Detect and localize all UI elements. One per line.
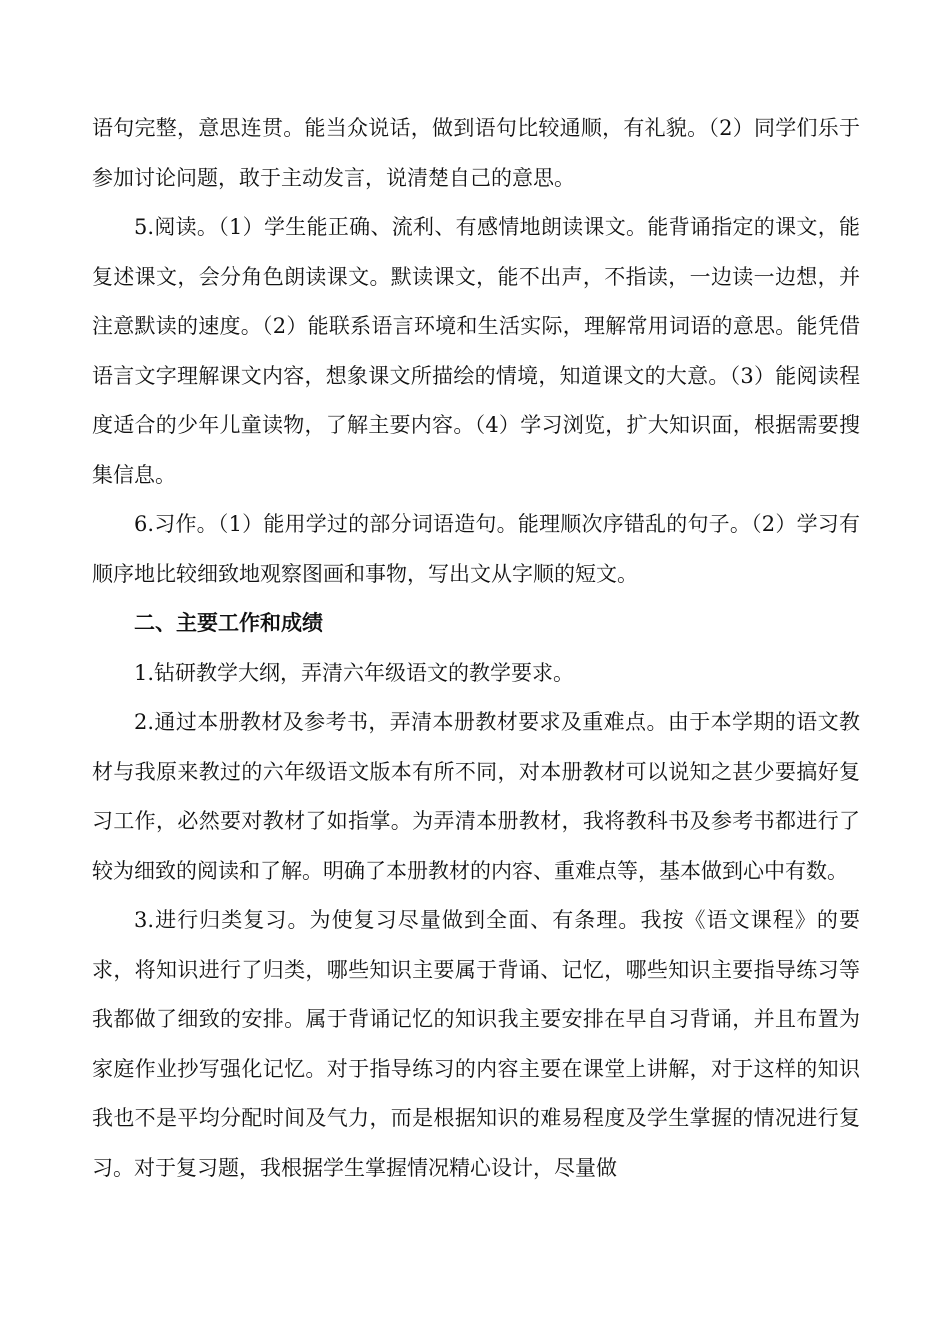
paragraph-categorized-review: 3.进行归类复习。为使复习尽量做到全面、有条理。我按《语文课程》的要求，将知识进行了归类，哪些知识主要属于背诵、记忆，哪些知识主要指导练习等我都做了细致的安排。属于背诵记忆的知识我主要安排在早自习背诵，并且布置为家庭作业抄写强化记忆。对于指导练习的内容主要在课堂上讲解，对于这样的知识我也不是平均分配时间及气力，而是根据知识的难易程度及学生掌握的情况进行复习。对于复习题，我根据学生掌握情况精心设计，尽量做 (92, 908, 860, 1180)
paragraph-study-syllabus: 1.钻研教学大纲，弄清六年级语文的教学要求。 (134, 660, 575, 685)
document-page (92, 104, 860, 1193)
paragraph-speaking-continued: 语句完整，意思连贯。能当众说话，做到语句比较通顺，有礼貌。（2）同学们乐于参加讨论问题，敢于主动发言，说清楚自己的意思。 (92, 116, 860, 190)
paragraph-reading: 5.阅读。（1）学生能正确、流利、有感情地朗读课文。能背诵指定的课文，能复述课文，会分角色朗读课文。默读课文，能不出声，不指读，一边读一边想，并注意默读的速度。（2）能联系语言环境和生活实际，理解常用词语的意思。能凭借语言文字理解课文内容，想象课文所描绘的情境，知道课文的大意。（3）能阅读程度适合的少年儿童读物，了解主要内容。（4）学习浏览，扩大知识面，根据需要搜集信息。 (92, 215, 860, 487)
paragraph-writing: 6.习作。（1）能用学过的部分词语造句。能理顺次序错乱的句子。（2）学习有顺序地比较细致地观察图画和事物，写出文从字顺的短文。 (92, 512, 860, 586)
paragraph-study-textbook: 2.通过本册教材及参考书，弄清本册教材要求及重难点。由于本学期的语文教材与我原来教过的六年级语文版本有所不同，对本册教材可以说知之甚少要搞好复习工作，必然要对教材了如指掌。为弄清本册教材，我将教科书及参考书都进行了较为细致的阅读和了解。明确了本册教材的内容、重难点等，基本做到心中有数。 (92, 710, 860, 883)
section-heading-main-work: 二、主要工作和成绩 (134, 611, 323, 635)
